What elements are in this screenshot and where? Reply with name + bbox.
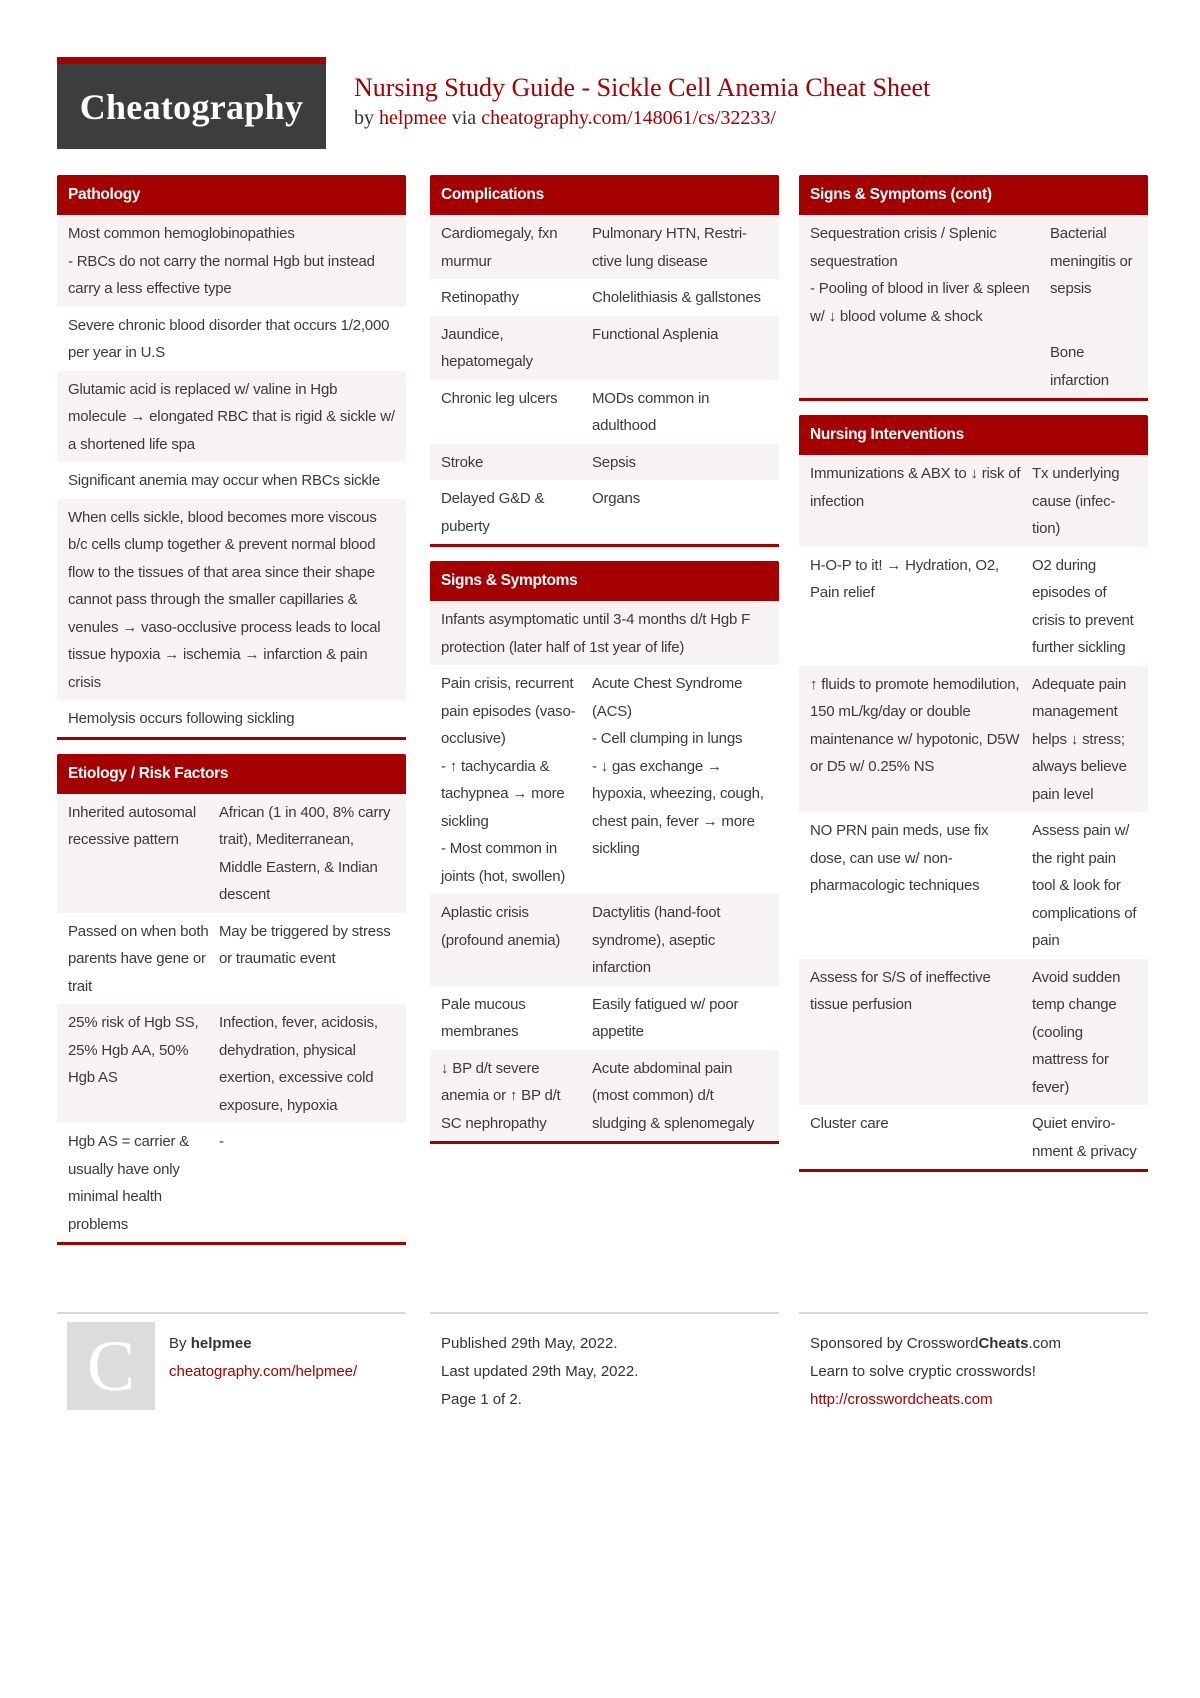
section-title: Signs & Symptoms (cont) <box>799 175 1148 215</box>
row-text: Glutamic acid is replaced w/ valine in Hgb molecule → elongated RBC that is rigid & sickle w/ a shortened life spa <box>68 380 395 453</box>
row-text: Significant anemia may occur when RBCs sickle <box>68 472 380 489</box>
row-desc: Assess pain w/ the right pain tool & look for complications of pain <box>1032 822 1137 949</box>
row-term: Jaundice, hepatomegaly <box>441 325 533 370</box>
row-term: Immunizations & ABX to ↓ risk of infection <box>810 465 1021 510</box>
row-term: Delayed G&D & puberty <box>441 490 545 535</box>
row-desc: Cholelithiasis & gallstones <box>592 289 761 306</box>
table-row <box>430 380 779 444</box>
author-avatar[interactable] <box>67 1322 155 1410</box>
byline-via: via <box>451 107 477 129</box>
title-block <box>354 72 930 132</box>
table-row <box>799 334 1148 398</box>
row-desc: Pulmonary HTN, Restrictive lung disease <box>592 225 747 270</box>
pathology-rows <box>57 215 406 737</box>
section-pathology <box>57 175 406 740</box>
row-desc: Infection, fever, acidosis, dehydration, physical exertion, excessive cold exposure, hypoxia <box>219 1014 378 1114</box>
table-row <box>57 1123 406 1242</box>
row-term: Cardiomegaly, fxn murmur <box>441 225 558 270</box>
table-row <box>799 215 1148 334</box>
published-date: Published 29th May, 2022. <box>441 1335 618 1352</box>
row-desc: Acute Chest Syndrome (ACS) - Cell clumping in lungs - ↓ gas exchange → hypoxia, wheezing, cough, chest pain, fever → more sickling <box>592 675 764 857</box>
row-text: Most common hemoglobinopathies - RBCs do not carry the normal Hgb but instead carry a less effective type <box>68 225 375 297</box>
table-row <box>57 307 406 371</box>
table-row <box>430 444 779 481</box>
table-row <box>430 316 779 380</box>
footer-by-line <box>169 1330 357 1358</box>
row-term: Pale mucous membranes <box>441 995 526 1040</box>
row-term: Retinopathy <box>441 289 519 306</box>
row-desc: MODs common in adulthood <box>592 389 710 434</box>
row-desc: Organs <box>592 490 640 507</box>
sponsor-tagline: Learn to solve cryptic crosswords! <box>810 1363 1036 1380</box>
sponsor-name-b: Cheats <box>978 1335 1029 1352</box>
row-text: Hemolysis occurs following sickling <box>68 710 295 727</box>
table-row <box>57 371 406 463</box>
table-row <box>57 462 406 499</box>
section-signs-symptoms-cont <box>799 175 1148 401</box>
table-row <box>799 547 1148 666</box>
row-desc: - <box>219 1133 224 1150</box>
row-term: ↑ fluids to promote hemodilution, 150 mL/kg/day or double maintenance w/ hypotonic, D5W or D5 w/ 0.25% NS <box>810 675 1020 775</box>
section-etiology <box>57 754 406 1246</box>
row-term: Chronic leg ulcers <box>441 389 558 407</box>
footer-divider <box>57 1312 406 1314</box>
sponsor-label: Sponsored by <box>810 1335 903 1352</box>
row-term <box>810 339 1050 394</box>
row-text: Severe chronic blood disorder that occurs 1/2,000 per year in U.S <box>68 316 390 361</box>
table-row <box>57 794 406 913</box>
table-row <box>799 959 1148 1106</box>
byline-by: by <box>354 107 374 129</box>
row-desc: Avoid sudden temp change (cooling mattress for fever) <box>1032 968 1121 1096</box>
footer-sponsor <box>810 1330 1061 1414</box>
table-row <box>430 215 779 279</box>
sheet-url-link[interactable]: cheatography.com/148061/cs/32233/ <box>481 107 776 129</box>
footer-divider <box>799 1312 1148 1314</box>
author-link[interactable]: helpmee <box>379 107 447 129</box>
row-desc: May be triggered by stress or traumatic event <box>219 922 391 967</box>
row-term: Assess for S/S of ineffective tissue perfusion <box>810 968 991 1013</box>
section-title: Nursing Interventions <box>799 415 1148 455</box>
table-row <box>430 665 779 894</box>
section-title: Signs & Symptoms <box>430 561 779 601</box>
sponsor-line <box>810 1330 1061 1358</box>
table-row <box>57 499 406 701</box>
footer-by-label: By <box>169 1335 187 1352</box>
row-desc: African (1 in 400, 8% carry trait), Mediterranean, Middle Eastern, & Indian descent <box>219 803 391 903</box>
section-signs-symptoms <box>430 561 779 1144</box>
row-term: Stroke <box>441 453 484 471</box>
row-desc: Acute abdominal pain (most common) d/t sludging & splenomegaly <box>592 1059 755 1132</box>
row-term: Pain crisis, recurrent pain episodes (vaso-occlusive) - ↑ tachycardia & tachypnea → more sickling - Most common in joints (hot, swollen) <box>441 675 576 885</box>
cheatography-logo[interactable] <box>57 57 326 149</box>
table-row <box>430 279 779 316</box>
section-title: Complications <box>430 175 779 215</box>
row-desc: Easily fatigued w/ poor appetite <box>592 995 739 1040</box>
table-row <box>57 1004 406 1123</box>
row-desc: Dactylitis (hand-foot syndrome), aseptic infarction <box>592 904 721 976</box>
row-desc: Tx underlying cause (infection) <box>1032 465 1120 537</box>
row-desc: O2 during episodes of crisis to prevent further sickling <box>1032 556 1134 656</box>
sponsor-name-c: .com <box>1028 1335 1061 1352</box>
sponsor-url[interactable]: http://crosswordcheats.com <box>810 1391 993 1408</box>
row-term: Hgb AS = carrier & usually have only minimal health problems <box>68 1133 190 1233</box>
page-title: Nursing Study Guide - Sickle Cell Anemia Cheat Sheet <box>354 73 931 102</box>
column-2 <box>430 175 779 1158</box>
row-desc: Sepsis <box>592 453 636 471</box>
row-desc: Bacterial meningitis or sepsis <box>1050 225 1133 297</box>
table-row <box>430 1050 779 1142</box>
logo-text: Cheatography <box>79 86 304 127</box>
footer-publish-info <box>441 1330 638 1414</box>
column-3 <box>799 175 1148 1186</box>
updated-date: Last updated 29th May, 2022. <box>441 1363 639 1380</box>
footer-author-name[interactable]: helpmee <box>190 1335 252 1352</box>
table-row <box>430 601 779 665</box>
sponsor-name[interactable] <box>907 1335 1061 1352</box>
page-number: Page 1 of 2. <box>441 1391 522 1408</box>
table-row <box>57 215 406 307</box>
row-desc: Bone infarction <box>1050 344 1109 389</box>
table-row <box>57 913 406 1005</box>
sponsor-name-a: Crossword <box>906 1335 979 1352</box>
section-complications <box>430 175 779 547</box>
avatar-letter: C <box>86 1326 136 1406</box>
row-term: NO PRN pain meds, use fix dose, can use w/ non-pharmacologic techniques <box>810 822 989 894</box>
row-term: Inherited autosomal recessive pattern <box>68 803 196 848</box>
row-term: H-O-P to it! → Hydration, O2, Pain relief <box>810 556 999 601</box>
table-row <box>799 455 1148 547</box>
row-term: Passed on when both parents have gene or trait <box>68 922 209 995</box>
table-row <box>430 480 779 544</box>
table-row <box>57 700 406 737</box>
row-desc: Functional Asplenia <box>592 325 719 343</box>
row-text: When cells sickle, blood becomes more viscous b/c cells clump together & prevent normal blood flow to the tissues of that area since their shape cannot pass through the smaller capillaries & venules → vaso-occlusive process leads to local tissue hypoxia → ischemia → infarction & pain crisis <box>68 508 381 691</box>
table-row <box>799 812 1148 959</box>
row-desc: Adequate pain management helps ↓ stress; always believe pain level <box>1032 675 1127 803</box>
footer-author <box>169 1330 357 1386</box>
row-text: Infants asymptomatic until 3-4 months d/t Hgb F protection (later half of 1st year of life) <box>441 611 751 656</box>
footer-divider <box>430 1312 779 1314</box>
footer-author-url[interactable]: cheatography.com/helpmee/ <box>169 1363 358 1380</box>
section-title: Pathology <box>57 175 406 215</box>
row-desc: Quiet environment & privacy <box>1032 1115 1137 1160</box>
table-row <box>430 894 779 986</box>
byline <box>354 104 930 132</box>
section-nursing-interventions <box>799 415 1148 1172</box>
row-term: ↓ BP d/t severe anemia or ↑ BP d/t SC nephropathy <box>441 1059 561 1132</box>
section-title: Etiology / Risk Factors <box>57 754 406 794</box>
column-1 <box>57 175 406 1259</box>
row-term: 25% risk of Hgb SS, 25% Hgb AA, 50% Hgb AS <box>68 1014 199 1086</box>
row-term: Aplastic crisis (profound anemia) <box>441 904 561 949</box>
row-term: Cluster care <box>810 1115 889 1132</box>
row-term: Sequestration crisis / Splenic sequestration - Pooling of blood in liver & spleen w/ ↓ blood volume & shock <box>810 225 1030 325</box>
table-row <box>799 1105 1148 1169</box>
table-row <box>799 666 1148 813</box>
table-row <box>430 986 779 1050</box>
